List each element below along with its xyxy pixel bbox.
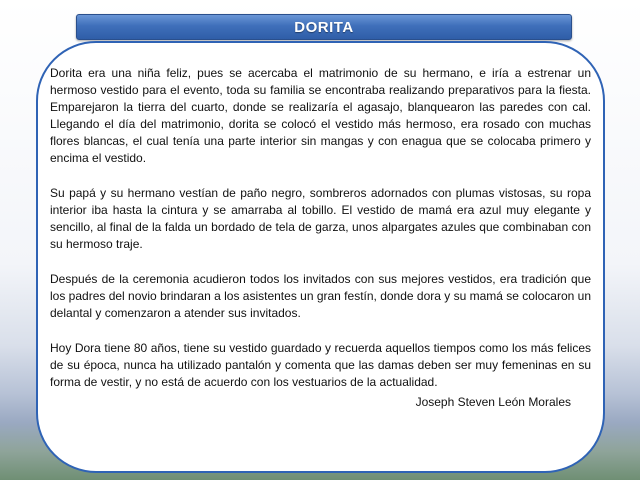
story-paragraph-1: Dorita era una niña feliz, pues se acercaba el matrimonio de su hermano, e iría a estrenar un hermoso vestido para el evento, toda su familia se encontraba realizando preparativos para la fiesta. Emparejaron la tierra del cuarto, donde se realizaría el agasajo, blanquearon las paredes con cal. Llegando el día del matrimonio, dorita se colocó el vestido más hermoso, era rosado con muchas flores blancas, el cual tenía una parte interior sin mangas y con enagua que se colocaba primero y encima el vestido. xyxy=(50,66,591,165)
story-paragraph-2: Su papá y su hermano vestían de paño negro, sombreros adornados con plumas vistosas, su ropa interior iba hasta la cintura y se amarraba al tobillo. El vestido de mamá era azul muy elegante y sencillo, al final de la falda un bordado de tela de garza, unos alpargates azules que combinaban con su hermoso traje. xyxy=(50,186,591,251)
title-banner xyxy=(76,14,572,40)
author-signature: Joseph Steven León Morales xyxy=(415,395,571,409)
page-title: DORITA xyxy=(294,18,354,36)
story-text-box xyxy=(36,41,605,473)
story-paragraph-3: Después de la ceremonia acudieron todos los invitados con sus mejores vestidos, era tradición que los padres del novio brindaran a los asistentes un gran festín, donde dora y su mamá se colocaron un delantal y comenzaron a atender sus invitados. xyxy=(50,272,591,320)
story-paragraph-4: Hoy Dora tiene 80 años, tiene su vestido guardado y recuerda aquellos tiempos como los más felices de su época, nunca ha utilizado pantalón y comenta que las damas deben ser muy femeninas en su forma de vestir, y no está de acuerdo con los vestuarios de la actualidad. xyxy=(50,341,591,389)
